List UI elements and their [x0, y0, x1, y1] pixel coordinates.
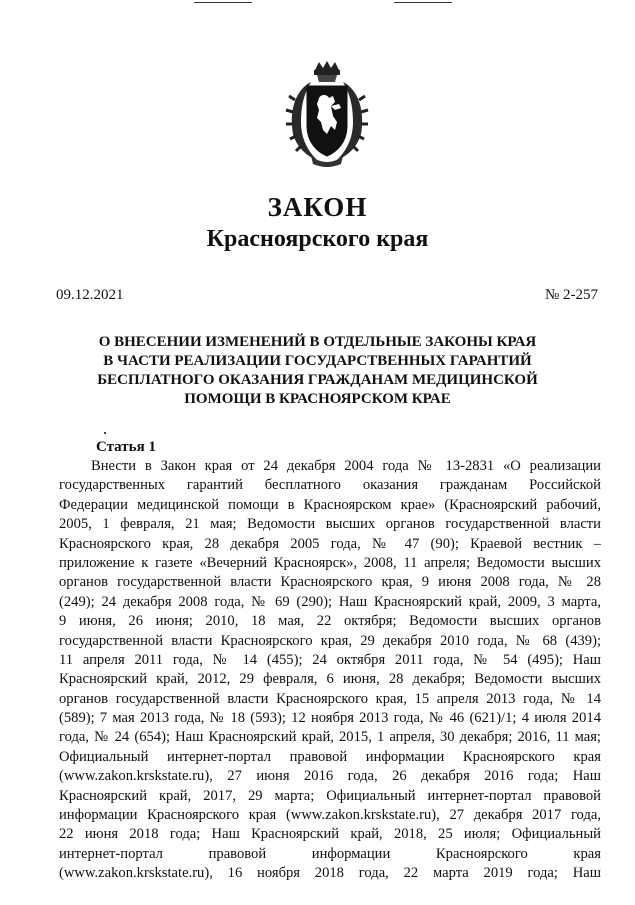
article-line: 11 апреля 2011 года, № 14 (455); 24 октября 2011 года, № 54 (495); Наш: [59, 651, 601, 668]
article-line: 22 июня 2018 года; Наш Красноярский край, 2018, 25 июля; Официальный: [59, 826, 601, 843]
heading-line: В ЧАСТИ РЕАЛИЗАЦИИ ГОСУДАРСТВЕННЫХ ГАРАНТИЙ: [103, 353, 532, 369]
article-line: 9 июня, 26 июня; 2010, 18 мая, 22 октября; Ведомости высших органов: [59, 613, 601, 630]
article-line: Красноярского края, 28 декабря 2005 года, № 47 (90); Краевой вестник –: [59, 535, 601, 552]
article-line: Внести в Закон края от 24 декабря 2004 года № 13-2831 «О реализации: [91, 458, 601, 474]
heading-line: БЕСПЛАТНОГО ОКАЗАНИЯ ГРАЖДАНАМ МЕДИЦИНСКОЙ: [97, 372, 538, 388]
article-line: Красноярский край, 2012, 29 февраля, 6 июня, 28 декабря; Ведомости высших: [59, 671, 601, 688]
top-rule-left: [194, 2, 252, 3]
article-line: интернет-портал правовой информации Красноярского края: [59, 845, 601, 862]
article-line: (589); 7 мая 2013 года, № 18 (593); 12 ноября 2013 года, № 46 (621)/1; 4 июля 2014: [59, 710, 601, 727]
coat-of-arms-icon: [281, 60, 373, 168]
article-line: 2005, 1 февраля, 21 мая; Ведомости высших органов государственной власти: [59, 516, 601, 533]
heading-line: ПОМОЩИ В КРАСНОЯРСКОМ КРАЕ: [184, 391, 451, 407]
article-line: информации Красноярского края (www.zakon.krskstate.ru), 27 декабря 2017 года,: [59, 807, 601, 824]
article-line: (www.zakon.krskstate.ru), 16 ноября 2018 года, 22 марта 2019 года; Наш: [59, 865, 601, 882]
article-line: (249); 24 декабря 2008 года, № 69 (290); Наш Красноярский край, 2009, 3 марта,: [59, 593, 601, 610]
article-line: органов государственной власти Красноярского края, 15 апреля 2013 года, № 14: [59, 690, 601, 707]
article-body: [59, 457, 601, 884]
law-date: 09.12.2021: [56, 287, 124, 303]
article-line: Официальный интернет-портал правовой информации Красноярского края: [59, 748, 601, 765]
article-line: приложение к газете «Вечерний Красноярск», 2008, 11 апреля; Ведомости высших: [59, 554, 601, 571]
article-line: Красноярский край, 2017, 29 марта; Официальный интернет-портал правовой: [59, 787, 601, 804]
law-title: ЗАКОН: [267, 192, 368, 222]
scan-dot: [104, 432, 106, 434]
article-line: года, № 24 (654); Наш Красноярский край, 2015, 1 апреля, 30 декабря; 2016, 11 мая;: [59, 729, 601, 746]
document-heading: [60, 333, 575, 409]
heading-line: О ВНЕСЕНИИ ИЗМЕНЕНИЙ В ОТДЕЛЬНЫЕ ЗАКОНЫ КРАЯ: [98, 334, 537, 350]
article-line: органов государственной власти Красноярского края, 9 июня 2008 года, № 28: [59, 574, 601, 591]
article-title: Статья 1: [96, 439, 156, 455]
top-rule-right: [394, 2, 452, 3]
article-line: государственных гарантий бесплатного оказания гражданам Российской: [59, 477, 601, 494]
law-number: № 2-257: [544, 287, 598, 303]
article-line: Федерации медицинской помощи в Красноярском крае» (Красноярский рабочий,: [59, 496, 601, 513]
article-line: (www.zakon.krskstate.ru), 27 июня 2016 года, 26 декабря 2016 года; Наш: [59, 768, 601, 785]
article-line: государственной власти Красноярского края, 29 декабря 2010 года, № 68 (439);: [59, 632, 601, 649]
law-subtitle: Красноярского края: [206, 226, 429, 252]
